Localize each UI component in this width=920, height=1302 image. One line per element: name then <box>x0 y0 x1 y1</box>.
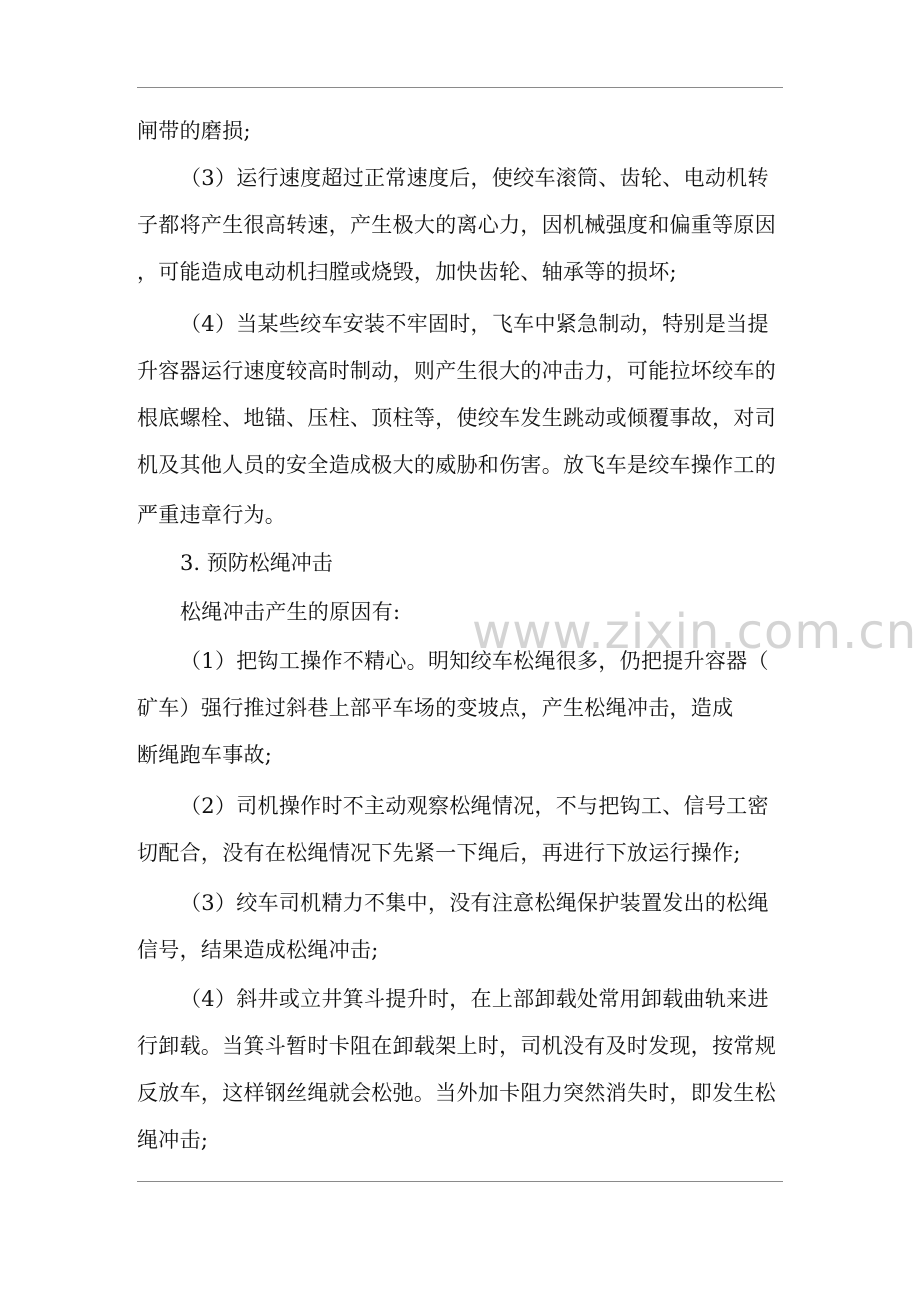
text-line: （4）当某些绞车安装不牢固时，飞车中紧急制动，特别是当提 <box>180 312 769 336</box>
header-rule <box>137 87 783 88</box>
text-line: 机及其他人员的安全造成极大的威胁和伤害。放飞车是绞车操作工的 <box>137 453 776 477</box>
text-line: 严重违章行为。 <box>137 503 287 527</box>
text-line: 切配合，没有在松绳情况下先紧一下绳后，再进行下放运行操作; <box>137 841 741 865</box>
text-line: （2）司机操作时不主动观察松绳情况，不与把钩工、信号工密 <box>180 794 769 818</box>
text-line: 根底螺栓、地锚、压柱、顶柱等，使绞车发生跳动或倾覆事故，对司 <box>137 406 776 430</box>
text-line: （4）斜井或立井箕斗提升时，在上部卸载处常用卸载曲轨来进 <box>180 987 769 1011</box>
text-line: （3）运行速度超过正常速度后，使绞车滚筒、齿轮、电动机转 <box>180 166 769 190</box>
text-line: （1）把钩工操作不精心。明知绞车松绳很多，仍把提升容器（ <box>180 649 769 673</box>
footer-rule <box>137 1181 783 1182</box>
site-watermark: www.zixin.com.cn <box>472 604 918 660</box>
text-line: 矿车）强行推过斜巷上部平车场的变坡点，产生松绳冲击，造成 <box>137 696 734 720</box>
text-line: 子都将产生很高转速，产生极大的离心力，因机械强度和偏重等原因 <box>137 213 776 237</box>
text-line: 反放车，这样钢丝绳就会松弛。当外加卡阻力突然消失时，即发生松 <box>137 1081 776 1105</box>
text-line: 升容器运行速度较高时制动，则产生很大的冲击力，可能拉坏绞车的 <box>137 359 776 383</box>
text-line: 信号，结果造成松绳冲击; <box>137 938 379 962</box>
text-line: 绳冲击; <box>137 1128 209 1152</box>
text-line: 断绳跑车事故; <box>137 743 273 767</box>
text-line: （3）绞车司机精力不集中，没有注意松绳保护装置发出的松绳 <box>180 891 769 915</box>
text-line: ，可能造成电动机扫膛或烧毁，加快齿轮、轴承等的损坏; <box>137 260 677 284</box>
text-line: 闸带的磨损; <box>137 119 251 143</box>
section-heading: 3. 预防松绳冲击 <box>180 551 333 575</box>
text-line: 行卸载。当箕斗暂时卡阻在卸载架上时，司机没有及时发现，按常规 <box>137 1034 776 1058</box>
text-line: 松绳冲击产生的原因有: <box>180 600 401 624</box>
